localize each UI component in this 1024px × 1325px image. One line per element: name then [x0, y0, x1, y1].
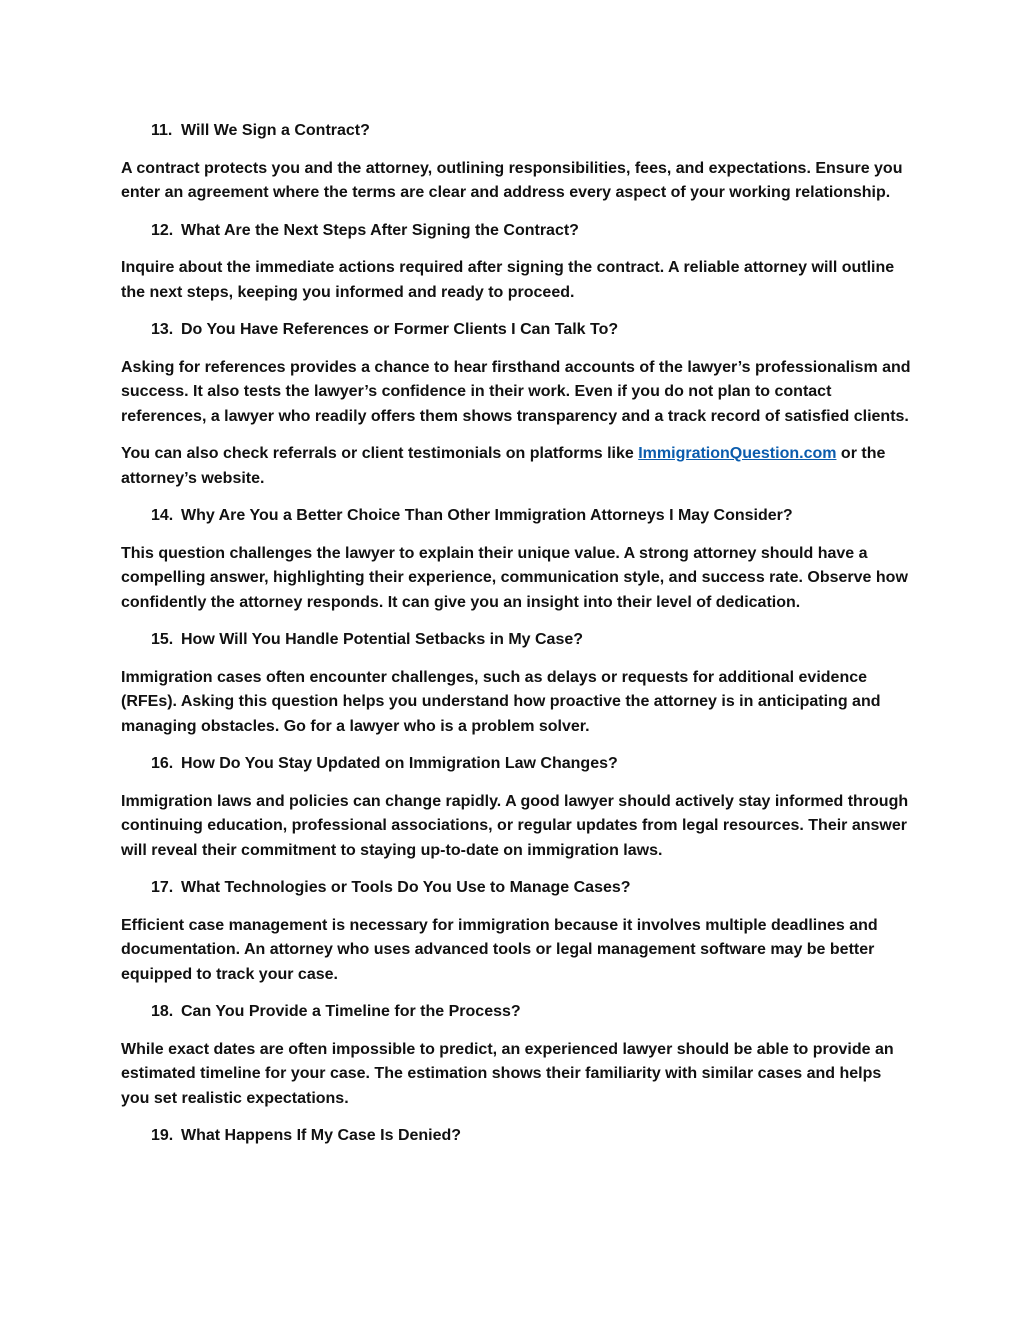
question-number: 14.	[151, 507, 174, 524]
question-heading-14	[121, 504, 911, 529]
answer-paragraph-14: This question challenges the lawyer to explain their unique value. A strong attorney should have a compelling answer, highlighting their experience, communication style, and success rate. Observe how confidently the attorney responds. It can give you an insight into their level of dedication.	[121, 544, 908, 611]
question-title: What Are the Next Steps After Signing the Contract?	[181, 221, 579, 239]
document-content	[121, 119, 911, 1162]
question-heading-17	[121, 876, 911, 901]
question-title: Will We Sign a Contract?	[181, 122, 370, 139]
question-heading-11	[121, 119, 911, 144]
question-number: 16.	[151, 755, 174, 772]
question-heading-18	[121, 1000, 911, 1025]
immigrationquestion-link[interactable]: ImmigrationQuestion.com	[638, 445, 837, 462]
answer-paragraph-11: A contract protects you and the attorney, outlining responsibilities, fees, and expectations. Ensure you enter an agreement where the terms are clear and address every aspect of your working relationship.	[121, 159, 903, 201]
question-heading-12	[121, 219, 911, 244]
question-heading-16	[121, 752, 911, 777]
answer-paragraph-13: Asking for references provides a chance to hear firsthand accounts of the lawyer’s professionalism and success. It also tests the lawyer’s confidence in their work. Even if you do not plan to contact references, a lawyer who readily offers them shows transparency and a track record of satisfied clients.	[121, 358, 911, 425]
answer-paragraph-12: Inquire about the immediate actions required after signing the contract. A reliable attorney will outline the next steps, keeping you informed and ready to proceed.	[121, 259, 895, 301]
answer-paragraph-17: Efficient case management is necessary for immigration because it involves multiple deadlines and documentation. An attorney who uses advanced tools or legal management software may be better equipped to track your case.	[121, 916, 878, 983]
question-heading-19	[121, 1124, 911, 1149]
question-heading-15	[121, 628, 911, 653]
question-title: How Do You Stay Updated on Immigration Law Changes?	[181, 755, 618, 772]
question-number: 13.	[151, 321, 174, 338]
question-title: Why Are You a Better Choice Than Other Immigration Attorneys I May Consider?	[181, 507, 793, 524]
question-number: 17.	[151, 879, 174, 896]
question-title: What Happens If My Case Is Denied?	[181, 1127, 462, 1144]
answer-paragraph-18: While exact dates are often impossible to predict, an experienced lawyer should be able to provide an estimated timeline for your case. The estimation shows their familiarity with similar cases and helps you set realistic expectations.	[121, 1040, 894, 1107]
referrals-text-after: or the attorney’s website.	[121, 445, 886, 487]
question-title: What Technologies or Tools Do You Use to Manage Cases?	[181, 879, 631, 896]
question-number: 19.	[151, 1127, 174, 1144]
question-number: 12.	[151, 221, 174, 239]
question-title: Can You Provide a Timeline for the Process?	[181, 1003, 521, 1020]
question-number: 18.	[151, 1003, 174, 1020]
answer-paragraph-13-referrals	[121, 442, 911, 491]
answer-paragraph-15: Immigration cases often encounter challenges, such as delays or requests for additional evidence (RFEs). Asking this question helps you understand how proactive the attorney is in anticipating and managing obstacles. Go for a lawyer who is a problem solver.	[121, 668, 881, 735]
referrals-text-before: You can also check referrals or client testimonials on platforms like	[121, 445, 639, 462]
question-title: Do You Have References or Former Clients I Can Talk To?	[181, 321, 619, 338]
question-heading-13	[121, 318, 911, 343]
question-number: 11.	[151, 122, 173, 139]
question-number: 15.	[151, 631, 174, 648]
question-title: How Will You Handle Potential Setbacks in My Case?	[181, 631, 584, 648]
answer-paragraph-16: Immigration laws and policies can change rapidly. A good lawyer should actively stay informed through continuing education, professional associations, or regular updates from legal resources. Their answer will reveal their commitment to staying up-to-date on immigration laws.	[121, 792, 909, 859]
